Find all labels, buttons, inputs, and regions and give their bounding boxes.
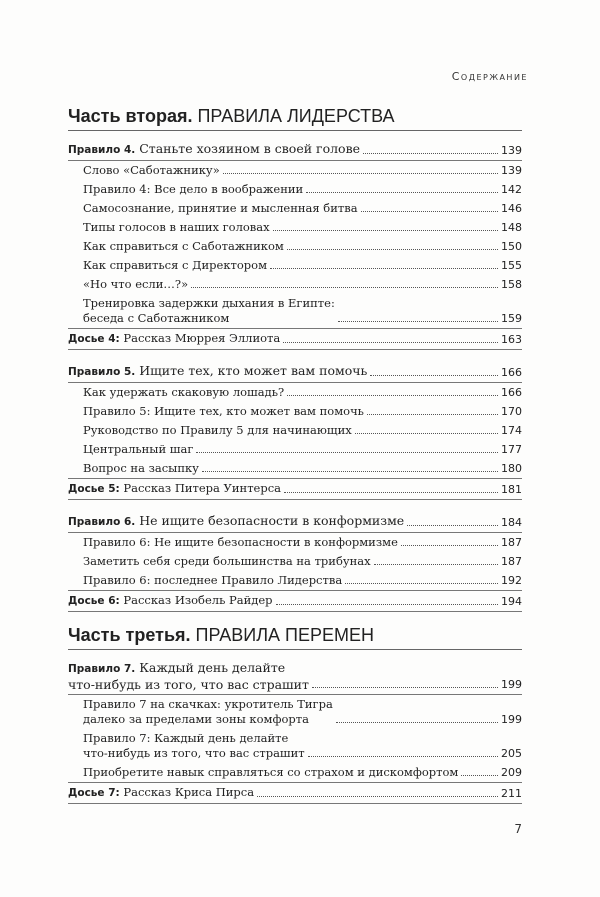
leader-dots bbox=[308, 756, 498, 757]
entry-title: Ищите тех, кто может вам помочь bbox=[139, 363, 368, 378]
leader-dots bbox=[367, 414, 498, 415]
leader-dots bbox=[283, 342, 498, 343]
toc-item[interactable] bbox=[68, 763, 522, 783]
entry-title: Как справиться с Директором bbox=[83, 258, 268, 272]
entry-title: Типы голосов в наших головах bbox=[83, 220, 270, 234]
leader-dots bbox=[287, 249, 498, 250]
entry-label: Досье 4: bbox=[68, 333, 120, 345]
running-head: Содержание bbox=[451, 70, 528, 83]
toc-item[interactable] bbox=[68, 383, 522, 402]
entry-title: Станьте хозяином в своей голове bbox=[139, 141, 361, 156]
page-ref: 205 bbox=[501, 747, 522, 760]
page-ref: 211 bbox=[501, 787, 522, 800]
entry-title: Рассказ Мюррея Эллиота bbox=[123, 331, 281, 345]
leader-dots bbox=[273, 230, 498, 231]
toc-item[interactable] bbox=[68, 294, 522, 329]
part-section bbox=[68, 106, 522, 612]
leader-dots bbox=[287, 395, 498, 396]
entry-label: Досье 6: bbox=[68, 595, 120, 607]
toc-item[interactable] bbox=[68, 218, 522, 237]
page-ref: 158 bbox=[501, 278, 522, 291]
page-ref: 199 bbox=[501, 713, 522, 726]
entry-title: Правило 6: Не ищите безопасности в конформизме bbox=[83, 535, 398, 549]
toc-item[interactable] bbox=[68, 199, 522, 218]
entry-title: Правило 7 на скачках: укротитель Тигра далеко за пределами зоны комфорта bbox=[83, 697, 333, 726]
toc-item[interactable] bbox=[68, 440, 522, 459]
dossier-entry[interactable] bbox=[68, 329, 522, 350]
entry-title: Как справиться с Саботажником bbox=[83, 239, 284, 253]
page-ref: 155 bbox=[501, 259, 522, 272]
entry-title: Правило 6: последнее Правило Лидерства bbox=[83, 573, 343, 587]
spacer bbox=[68, 350, 522, 359]
leader-dots bbox=[338, 321, 498, 322]
entry-label: Правило 7. bbox=[68, 663, 136, 675]
leader-dots bbox=[374, 564, 498, 565]
page-ref: 166 bbox=[501, 386, 522, 399]
page-ref: 139 bbox=[501, 144, 522, 157]
toc-item[interactable] bbox=[68, 237, 522, 256]
rule-entry[interactable] bbox=[68, 137, 522, 161]
leader-dots bbox=[363, 153, 498, 154]
part-name: ПРАВИЛА ПЕРЕМЕН bbox=[195, 625, 375, 645]
page-ref: 150 bbox=[501, 240, 522, 253]
entry-title: Руководство по Правилу 5 для начинающих bbox=[83, 423, 352, 437]
entry-title: Рассказ Питера Уинтерса bbox=[123, 481, 282, 495]
rule-entry[interactable] bbox=[68, 359, 522, 383]
leader-dots bbox=[196, 452, 498, 453]
page-ref: 184 bbox=[501, 516, 522, 529]
leader-dots bbox=[191, 287, 498, 288]
part-section bbox=[68, 625, 522, 804]
page-ref: 194 bbox=[501, 595, 522, 608]
entry-title: Правило 4: Все дело в воображении bbox=[83, 182, 304, 196]
entry-title: «Но что если…?» bbox=[83, 277, 189, 291]
toc-item[interactable] bbox=[68, 729, 522, 763]
entry-title: Приобретите навык справляться со страхом и дискомфортом bbox=[83, 765, 459, 779]
part-name: ПРАВИЛА ЛИДЕРСТВА bbox=[197, 106, 395, 126]
entry-title: Центральный шаг bbox=[83, 442, 194, 456]
page-ref: 170 bbox=[501, 405, 522, 418]
leader-dots bbox=[223, 173, 498, 174]
toc-item[interactable] bbox=[68, 552, 522, 571]
page-ref: 163 bbox=[501, 333, 522, 346]
leader-dots bbox=[361, 211, 498, 212]
leader-dots bbox=[355, 433, 498, 434]
entry-title: Рассказ Криса Пирса bbox=[123, 785, 255, 799]
leader-dots bbox=[276, 604, 498, 605]
toc-item[interactable] bbox=[68, 533, 522, 552]
entry-title: Правило 5: Ищите тех, кто может вам помочь bbox=[83, 404, 364, 418]
toc-item[interactable] bbox=[68, 421, 522, 440]
page-ref: 209 bbox=[501, 766, 522, 779]
toc-item[interactable] bbox=[68, 459, 522, 479]
leader-dots bbox=[345, 583, 498, 584]
page-number: 7 bbox=[514, 822, 522, 836]
entry-title: Заметить себя среди большинства на трибунах bbox=[83, 554, 371, 568]
dossier-entry[interactable] bbox=[68, 479, 522, 500]
entry-title: Не ищите безопасности в конформизме bbox=[139, 513, 405, 528]
entry-title: Правило 7: Каждый день делайте что-нибудь из того, что вас страшит bbox=[83, 731, 305, 760]
page-ref: 148 bbox=[501, 221, 522, 234]
page-ref: 159 bbox=[501, 312, 522, 325]
page-ref: 146 bbox=[501, 202, 522, 215]
page-ref: 187 bbox=[501, 536, 522, 549]
page-ref: 142 bbox=[501, 183, 522, 196]
rule-entry[interactable] bbox=[68, 509, 522, 533]
part-title bbox=[68, 106, 522, 131]
toc-item[interactable] bbox=[68, 275, 522, 294]
leader-dots bbox=[461, 775, 498, 776]
page-ref: 199 bbox=[501, 678, 522, 691]
leader-dots bbox=[284, 492, 498, 493]
leader-dots bbox=[312, 687, 498, 688]
leader-dots bbox=[370, 375, 498, 376]
page-ref: 180 bbox=[501, 462, 522, 475]
page-ref: 177 bbox=[501, 443, 522, 456]
entry-label: Правило 5. bbox=[68, 366, 136, 378]
entry-title: Каждый день делайте что-нибудь из того, что вас страшит bbox=[68, 660, 309, 692]
entry-label: Досье 7: bbox=[68, 787, 120, 799]
part-title bbox=[68, 625, 522, 650]
entry-label: Досье 5: bbox=[68, 483, 120, 495]
toc-item[interactable] bbox=[68, 571, 522, 591]
toc-item[interactable] bbox=[68, 180, 522, 199]
entry-title: Рассказ Изобель Райдер bbox=[123, 593, 273, 607]
leader-dots bbox=[407, 525, 498, 526]
leader-dots bbox=[336, 722, 498, 723]
entry-title: Тренировка задержки дыхания в Египте: беседа с Саботажником bbox=[83, 296, 335, 325]
rule-entry[interactable] bbox=[68, 656, 522, 695]
entry-title: Как удержать скаковую лошадь? bbox=[83, 385, 285, 399]
leader-dots bbox=[257, 796, 498, 797]
spacer bbox=[68, 500, 522, 509]
toc-item[interactable] bbox=[68, 402, 522, 421]
part-label: Часть третья. bbox=[68, 625, 191, 645]
entry-title: Вопрос на засыпку bbox=[83, 461, 199, 475]
entry-title: Слово «Саботажнику» bbox=[83, 163, 220, 177]
entry-label: Правило 6. bbox=[68, 516, 136, 528]
leader-dots bbox=[401, 545, 498, 546]
dossier-entry[interactable] bbox=[68, 783, 522, 804]
page-ref: 181 bbox=[501, 483, 522, 496]
dossier-entry[interactable] bbox=[68, 591, 522, 612]
page-ref: 192 bbox=[501, 574, 522, 587]
leader-dots bbox=[270, 268, 498, 269]
part-label: Часть вторая. bbox=[68, 106, 193, 126]
toc-item[interactable] bbox=[68, 695, 522, 729]
page-ref: 174 bbox=[501, 424, 522, 437]
page-ref: 139 bbox=[501, 164, 522, 177]
page-ref: 166 bbox=[501, 366, 522, 379]
page-ref: 187 bbox=[501, 555, 522, 568]
toc-item[interactable] bbox=[68, 256, 522, 275]
toc-item[interactable] bbox=[68, 161, 522, 180]
entry-label: Правило 4. bbox=[68, 144, 136, 156]
leader-dots bbox=[202, 471, 498, 472]
leader-dots bbox=[306, 192, 498, 193]
entry-title: Самосознание, принятие и мысленная битва bbox=[83, 201, 358, 215]
